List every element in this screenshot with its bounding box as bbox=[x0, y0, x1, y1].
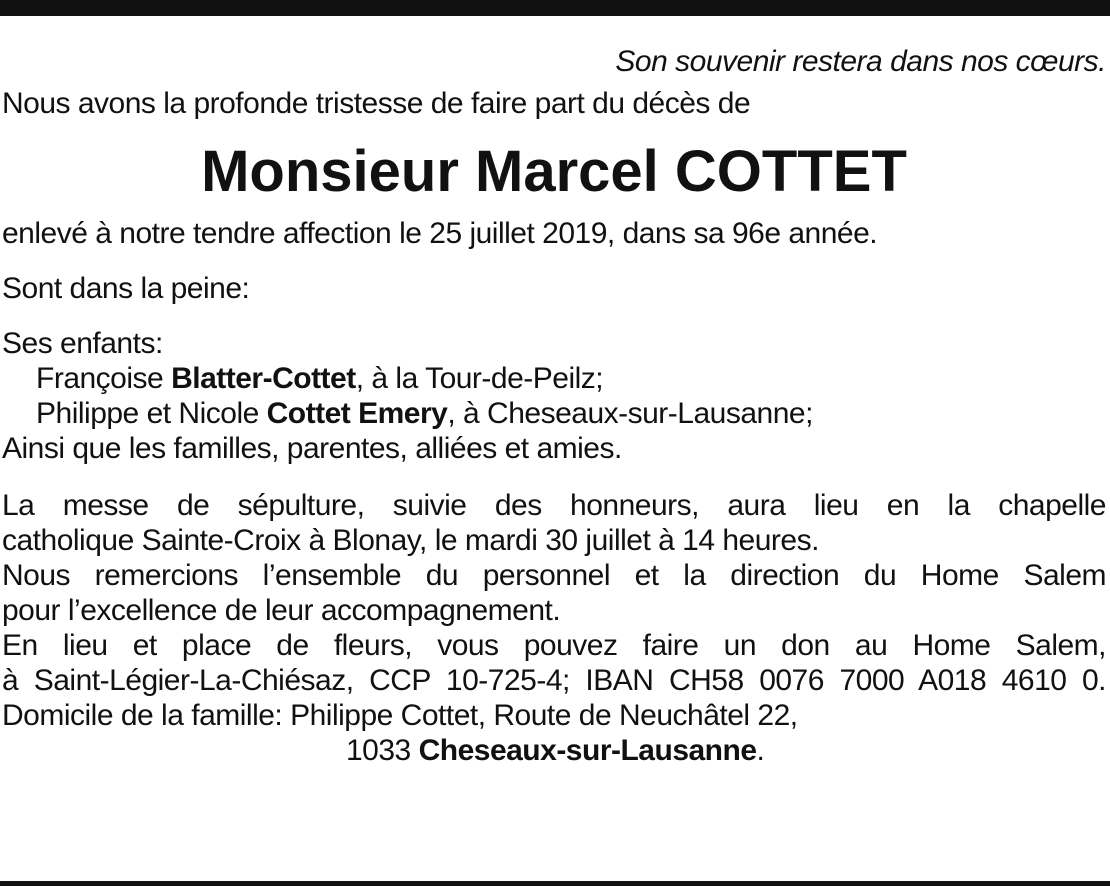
obituary-notice bbox=[2, 40, 1106, 768]
intro-text: Nous avons la profonde tristesse de faire part du décès de bbox=[2, 87, 751, 120]
address-line: Domicile de la famille: Philippe Cottet, Route de Neuchâtel 22, bbox=[2, 699, 798, 732]
bottom-border bbox=[0, 881, 1110, 886]
mass-line-1: La messe de sépulture, suivie des honneurs, aura lieu en la chapelle bbox=[2, 489, 1106, 522]
address-postcode: 1033 bbox=[346, 734, 419, 767]
address-city-line bbox=[2, 733, 1106, 768]
child-entry bbox=[2, 361, 1106, 396]
top-border bbox=[0, 0, 1110, 16]
children-heading: Ses enfants: bbox=[2, 327, 163, 360]
child-last-name: Cottet Emery bbox=[266, 397, 448, 430]
child-first-name: Philippe et Nicole bbox=[36, 397, 267, 430]
child-place: , à Cheseaux-sur-Lausanne; bbox=[447, 397, 813, 430]
address-city: Cheseaux-sur-Lausanne bbox=[418, 734, 757, 767]
donation-line-2: à Saint-Légier-La-Chiésaz, CCP 10-725-4; IBAN CH58 0076 7000 A018 4610 0. bbox=[2, 664, 1106, 697]
death-line: enlevé à notre tendre affection le 25 juillet 2019, dans sa 96e année. bbox=[2, 217, 878, 250]
motto: Son souvenir restera dans nos cœurs. bbox=[615, 45, 1106, 78]
child-last-name: Blatter-Cottet bbox=[171, 362, 356, 395]
families-line: Ainsi que les familles, parentes, alliées et amies. bbox=[2, 432, 622, 465]
thanks-line-2: pour l’excellence de leur accompagnement. bbox=[2, 594, 561, 627]
mourners-heading: Sont dans la peine: bbox=[2, 272, 250, 305]
donation-line-1: En lieu et place de fleurs, vous pouvez faire un don au Home Salem, bbox=[2, 629, 1106, 662]
address-end: . bbox=[756, 734, 765, 767]
child-entry bbox=[2, 396, 1106, 431]
deceased-name: Monsieur Marcel COTTET bbox=[201, 139, 907, 204]
child-first-name: Françoise bbox=[36, 362, 172, 395]
mass-line-2: catholique Sainte-Croix à Blonay, le mardi 30 juillet à 14 heures. bbox=[2, 524, 819, 557]
thanks-line-1: Nous remercions l’ensemble du personnel et la direction du Home Salem bbox=[2, 559, 1106, 592]
child-place: , à la Tour-de-Peilz; bbox=[355, 362, 604, 395]
